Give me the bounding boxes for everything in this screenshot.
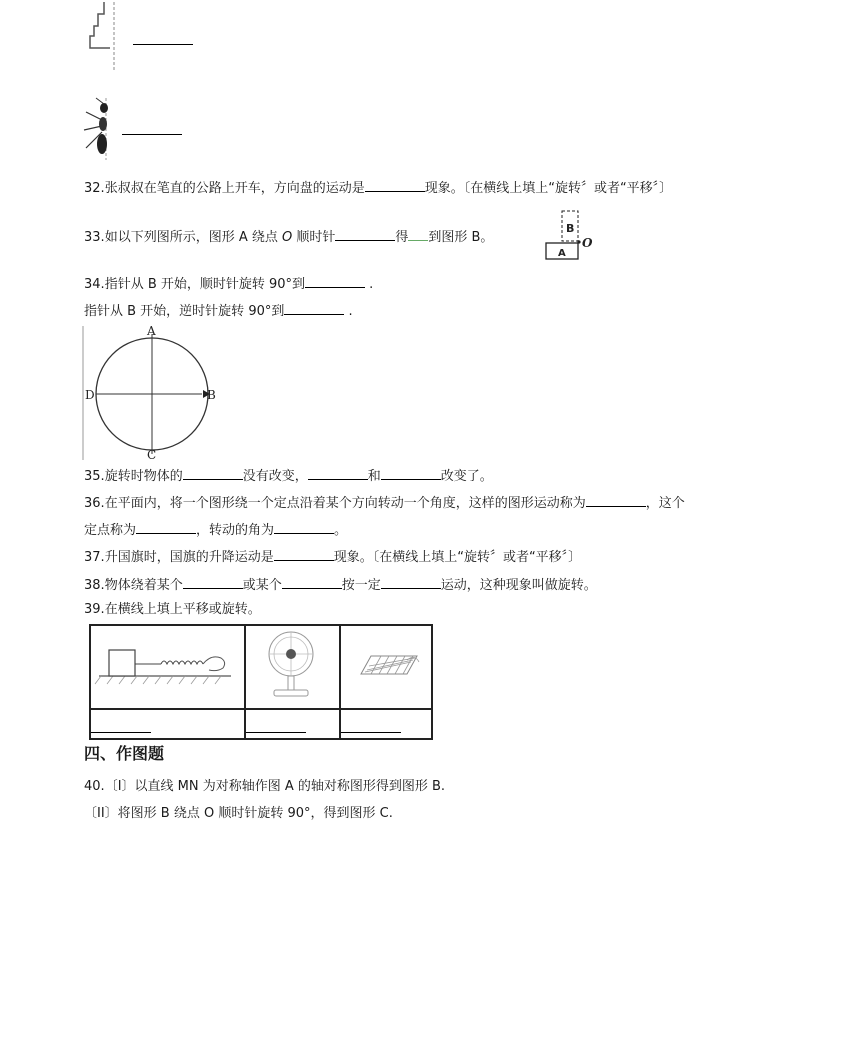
answer-blank[interactable] — [274, 520, 334, 534]
answer-blank[interactable] — [282, 575, 342, 589]
answer-blank[interactable] — [284, 301, 344, 315]
question-38: 38.物体绕着某个 或某个 按一定 运动，这种现象叫做旋转。 — [84, 575, 597, 595]
question-35: 35.旋转时物体的 没有改变， 和 改变了。 — [84, 466, 493, 486]
dial-label-c: C — [147, 448, 157, 462]
answer-blank[interactable] — [305, 274, 365, 288]
abacus-image — [341, 626, 431, 704]
ant-figure — [82, 96, 112, 162]
question-34-line2: 指针从 B 开始，逆时针旋转 90°到 . — [84, 301, 353, 321]
answer-blank[interactable] — [365, 178, 425, 192]
fig-label-b: B — [566, 222, 575, 235]
question-32: 32.张叔叔在笔直的公路上开车，方向盘的运动是 现象。〔在横线上填上“旋转〞或者“平移〞〕 — [84, 178, 672, 198]
spring-block-image — [91, 626, 244, 704]
rotation-figure — [544, 209, 604, 263]
answer-cell-spring[interactable] — [90, 709, 245, 739]
answer-blank[interactable] — [183, 466, 243, 480]
question-number: 38. — [84, 578, 105, 593]
question-number: 40. — [84, 779, 105, 794]
picture-cell-abacus — [340, 625, 432, 709]
section-heading: 四、作图题 — [84, 744, 165, 763]
answer-blank[interactable] — [335, 227, 395, 241]
answer-blank[interactable] — [381, 466, 441, 480]
picture-cell-spring — [90, 625, 245, 709]
fan-image — [246, 626, 339, 704]
answer-blank[interactable] — [381, 575, 441, 589]
question-number: 37. — [84, 550, 105, 565]
question-37: 37.升国旗时，国旗的升降运动是 现象。〔在横线上填上“旋转〞或者“平移〞〕 — [84, 547, 581, 567]
question-34-line1: 34.指针从 B 开始，顺时针旋转 90°到 . — [84, 274, 373, 294]
question-36-line1: 36.在平面内，将一个图形绕一个定点沿着某个方向转动一个角度，这样的图形运动称为 ，这个 — [84, 493, 685, 513]
question-40-line1: 40.〔I〕以直线 MN 为对称轴作图 A 的轴对称图形得到图形 B. — [84, 779, 446, 794]
motion-picture-table — [89, 624, 433, 740]
answer-blank-stair[interactable] — [133, 31, 193, 45]
question-number: 32. — [84, 181, 105, 196]
question-number: 39. — [84, 602, 105, 617]
dial-label-d: D — [85, 388, 95, 402]
answer-blank[interactable] — [274, 547, 334, 561]
answer-blank[interactable] — [91, 726, 151, 733]
answer-blank[interactable] — [341, 726, 401, 733]
question-number: 34. — [84, 277, 105, 292]
question-39: 39.在横线上填上平移或旋转。 — [84, 602, 261, 617]
fig-label-o: O — [582, 236, 593, 250]
answer-blank-ant[interactable] — [122, 121, 182, 135]
question-36-line2: 定点称为 ，转动的角为 。 — [84, 520, 347, 540]
question-40-line2: 〔II〕将图形 B 绕点 O 顺时针旋转 90°，得到图形 C. — [84, 806, 393, 821]
question-number: 35. — [84, 469, 105, 484]
green-blank — [408, 240, 428, 241]
question-33: 33.如以下列图所示，图形 A 绕点 O 顺时针 得 到图形 B。 — [84, 227, 493, 247]
fig-label-a: A — [558, 248, 566, 259]
picture-cell-fan — [245, 625, 340, 709]
answer-blank[interactable] — [183, 575, 243, 589]
answer-cell-fan[interactable] — [245, 709, 340, 739]
stair-figure — [84, 0, 124, 72]
answer-blank[interactable] — [246, 726, 306, 733]
dial-label-b: B — [207, 388, 216, 402]
dial-label-a: A — [147, 324, 156, 338]
answer-blank[interactable] — [308, 466, 368, 480]
answer-blank[interactable] — [136, 520, 196, 534]
point-o-label: O — [281, 230, 293, 245]
question-number: 33. — [84, 230, 105, 245]
answer-blank[interactable] — [586, 493, 646, 507]
answer-cell-abacus[interactable] — [340, 709, 432, 739]
clock-dial-figure — [82, 324, 222, 462]
question-number: 36. — [84, 496, 105, 511]
